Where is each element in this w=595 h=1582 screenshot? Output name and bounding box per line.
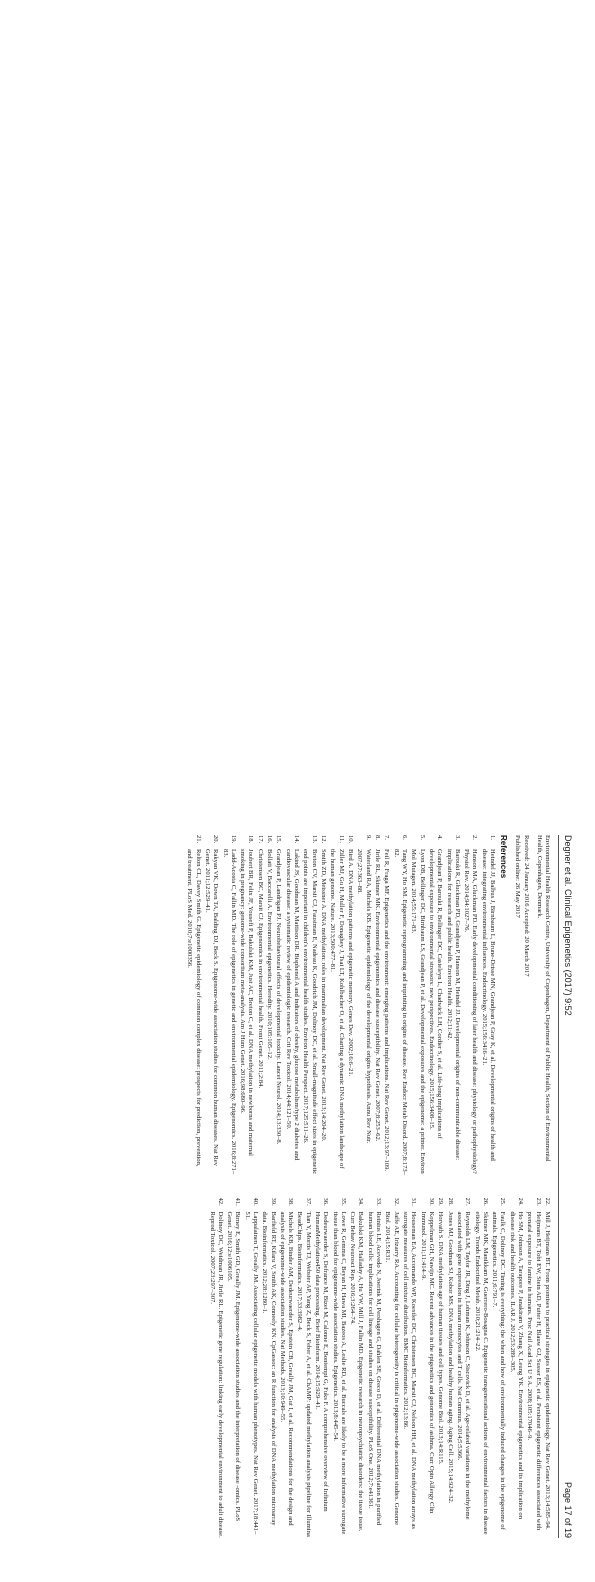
reference-text: Jaffe AE, Irizarry RA. Accounting for cellular heterogeneity is critical in epigenome-wide association studies. Genome Biol. 2014;15:R31. xyxy=(384,1211,400,1526)
reference-text: Grandjean P, Barouki R, Bellinger DC, Casteleyn L, Chadwick LH, Cordier S, et al. Life-long implications of developmental exposure to environmental stressors: new perspectives. Endocrinology. 2015;156:3408–15. xyxy=(428,849,444,1139)
reference-text: Rakyan VK, Down TA, Balding DJ, Beck S. Epigenome-wide association studies for common human diseases. Nat Rev Genet. 2011;12:529–41. xyxy=(203,849,220,1166)
reference-number: 25. xyxy=(499,1197,507,1206)
reference-number: 21. xyxy=(194,835,202,844)
reference-entry xyxy=(472,1198,488,1539)
reference-number: 11. xyxy=(337,835,345,843)
left-reference-list xyxy=(185,835,496,1176)
reference-text: Tang WY, Ho SM. Epigenetic reprogramming and imprinting in origins of disease. Rev Endocr Metab Disord. 2007;8:173–82. xyxy=(392,849,409,1175)
reference-entry xyxy=(373,835,381,1176)
reference-entry xyxy=(260,1198,276,1539)
reference-text: Smith ZD, Meissner A. DNA methylation: roles in mammalian development. Nat Rev Genet. 2013;14:204–20. xyxy=(320,849,328,1142)
reference-entry xyxy=(490,1198,506,1539)
header-page-number: Page 17 of 19 xyxy=(563,1481,573,1538)
reference-number: 1. xyxy=(488,835,496,840)
reference-number: 10. xyxy=(347,835,355,844)
reference-number: 5. xyxy=(418,835,426,840)
right-reference-list xyxy=(207,1198,551,1539)
reference-text: Mill J, Heijmans BT. From promises to practical strategies in epigenetic epidemiology. Nat Rev Genet. 2013;14:585–94. xyxy=(544,1211,551,1530)
reference-number: 20. xyxy=(212,835,220,844)
reference-text: Barfield RT, Kilaru V, Smith AK, Conneely KN. CpGassoc: an R function for analysis of DNA methylation microarray data. Bioinformatics. 2012;28:1280–1. xyxy=(261,1211,277,1526)
reference-number: 26. xyxy=(481,1197,489,1206)
reference-text: Lyon DB, Bellinger DC, Birnbaum LS, Grandjean P, et al. Developmental exposures and the epigenome: a primer. Environ Mol Mutagen. 2014;55:171–83. xyxy=(410,849,426,1174)
reference-number: 30. xyxy=(427,1197,435,1206)
reference-number: 6. xyxy=(401,835,409,840)
reference-entry xyxy=(480,835,496,1176)
reference-text: Michels KB, Binder AM, Dedeurwaerder S, Epstein CB, Greally JM, Gut I, et al. Recommendations for the design and analysis of epigenome-wide association studies. Nat Methods. 2013;10:949–55. xyxy=(278,1211,295,1526)
reference-entry xyxy=(256,835,264,1176)
reference-number: 36. xyxy=(322,1197,330,1206)
reference-text: Reynolds LM, Taylor JR, Ding J, Lohman K, Johnson C, Siscovick D, et al. Age-related variations in the methylome associated with gene expression in human monocytes and T cells. Nat Commun. 2014;5:5366. xyxy=(456,1211,472,1520)
reference-entry xyxy=(319,835,327,1176)
reference-entry xyxy=(383,1198,399,1539)
reference-text: Bakulski KM, Halladay A, Hu VW, Mill J, Fallin MD. Epigenetic research in neuropsychiatric disorders: the tissue issue. Curr Behav Neurosci Rep. 2016;3:264–74. xyxy=(349,1211,365,1532)
running-header xyxy=(558,835,573,1538)
reference-text: Waterland RA, Michels KB. Epigenetic epidemiology of the developmental origins hypothesis. Annu Rev Nutr. 2007;27:363–88. xyxy=(356,849,372,1144)
reference-entry xyxy=(355,835,371,1176)
reference-entry xyxy=(220,835,236,1176)
reference-text: Faulk C, Dolinoy DC. Timing is everything: the when and how of environmentally induced changes in the epigenome of animals. Epigenetics. 2011;6:791–7. xyxy=(491,1211,507,1530)
reference-number: 40. xyxy=(251,1197,259,1206)
reference-entry xyxy=(525,1198,541,1539)
reference-number: 35. xyxy=(339,1197,347,1206)
reference-text: Breton CV, Marsit CJ, Faustman E, Nadeau K, Goodrich JM, Dolinoy DC, et al. Small-magnitude effect sizes in epigenetic end points are important in children's environmental health studies. Environ Health Perspect. 2017;125:511–26. xyxy=(302,849,318,1175)
reference-entry xyxy=(382,835,390,1176)
reference-number: 28. xyxy=(446,1197,454,1206)
left-column xyxy=(36,835,551,1176)
reference-number: 39. xyxy=(269,1197,277,1206)
reference-number: 34. xyxy=(357,1197,365,1206)
reference-entry xyxy=(243,1198,259,1539)
reference-number: 37. xyxy=(304,1197,312,1206)
reference-entry xyxy=(295,1198,311,1539)
reference-text: Heijmans BT, Tobi EW, Stein AD, Putter H, Blauw GJ, Susser ES, et al. Persistent epigenetic differences associated with prenatal exposure to famine in humans. Proc Natl Acad Sci U S A. 2008;105:17046–9. xyxy=(526,1211,542,1531)
reference-number: 3. xyxy=(453,835,461,840)
reference-entry xyxy=(418,1198,434,1539)
reference-text: Feil R, Fraga MF. Epigenetics and the environment: emerging patterns and implications. Nat Rev Genet. 2012;13:97–109. xyxy=(383,849,391,1172)
reference-entry xyxy=(301,835,317,1176)
references-heading: References xyxy=(499,835,509,879)
reference-number: 27. xyxy=(464,1197,472,1206)
reference-entry xyxy=(427,835,443,1176)
reference-text: Skinner MK, Manikkam M, Guerrero-Bosagna C. Epigenetic transgenerational actions of environmental factors in disease etiology. Trends Endocrinol Metab. 2010;21:214–22. xyxy=(473,1211,489,1535)
reference-text: Koppelman GH, Nawijn MC. Recent advances in the epigenetics and genomics of asthma. Curr Opin Allergy Clin Immunol. 2011;11:414–9. xyxy=(419,1211,435,1514)
reference-entry xyxy=(455,1198,471,1539)
right-column xyxy=(36,1198,551,1539)
reference-entry xyxy=(543,1198,551,1539)
reference-entry xyxy=(508,1198,524,1539)
reference-text: Jones MJ, Goodman SJ, Kobor MS. DNA methylation and healthy human aging. Aging Cell. 2015;14:924–32. xyxy=(446,1211,454,1504)
reference-entry xyxy=(225,1198,241,1539)
reference-number: 29. xyxy=(437,1197,445,1206)
reference-number: 14. xyxy=(293,835,301,844)
reference-number: 16. xyxy=(266,835,274,844)
reference-entry xyxy=(185,835,201,1176)
received-accepted: Received: 24 January 2016 Accepted: 20 March 2017 xyxy=(522,835,530,977)
published-online: Published online: 26 May 2017 xyxy=(514,835,522,918)
reference-entry xyxy=(436,1198,444,1539)
reference-number: 41. xyxy=(234,1197,242,1206)
reference-number: 9. xyxy=(364,835,372,840)
reference-entry xyxy=(409,835,425,1176)
reference-entry xyxy=(462,835,478,1176)
reference-text: Birney E, Smith GD, Greally JM. Epigenome-wide association studies and the interpretation of disease -omics. PLoS Genet. 2016;12:e1006105. xyxy=(226,1211,242,1522)
reference-number: 15. xyxy=(275,835,283,844)
reference-entry xyxy=(238,835,254,1176)
reference-number: 22. xyxy=(544,1197,551,1206)
reference-entry xyxy=(313,1198,329,1539)
reference-text: Grandjean P, Landrigan PJ. Neurobehavioural effects of developmental toxicity. Lancet Neurol. 2014;13:330–8. xyxy=(275,849,283,1145)
reference-text: Ladd-Acosta C, Fallin MD. The role of epigenetics in genetic and environmental epidemiology. Epigenomics. 2016;8:271–83. xyxy=(221,849,237,1175)
reference-entry xyxy=(328,835,344,1176)
reference-number: 18. xyxy=(247,835,255,844)
reference-text: Dolinoy DC, Weidman JR, Jirtle RL. Epigenetic gene regulation: linking early developmental environment to adult disease. Reprod Toxicol. 2007;23:297–307. xyxy=(208,1211,224,1538)
reference-number: 42. xyxy=(216,1197,224,1206)
reference-text: Heindel JJ, Balbus J, Birnbaum L, Brune-Drisse MN, Grandjean P, Gray K, et al. Developmental origins of health and disease: integrating environmental influences. Endocrinology. 2015;156:3416–21. xyxy=(480,849,496,1161)
reference-text: Christensen BC, Marsit CJ. Epigenomics in environmental health. Front Genet. 2011;2:84. xyxy=(256,849,264,1089)
reference-entry xyxy=(265,835,273,1176)
reference-text: Lakind JS, Goodman M, Mattison DR. Bisphenol A and indicators of obesity, glucose metabolism/type 2 diabetes and cardiovascular disease: a systematic review of epidemiologic research. Crit Rev Toxicol. 2014;44:121–50. xyxy=(284,849,301,1161)
reference-text: Lowe R, Gemma C, Beyan H, Hawa MI, Bazeos A, Leslie RD, et al. Buccals are likely to be a more informative surrogate tissue than blood for epigenome-wide association studies. Epigenetics. 2013;8:445–54. xyxy=(331,1211,347,1535)
reference-entry xyxy=(207,1198,223,1539)
reference-entry xyxy=(346,835,354,1176)
reference-number: 7. xyxy=(383,835,391,840)
reference-text: Relton CL, Davey Smith G. Epigenetic epidemiology of common complex disease: prospects for prediction, prevention, and treatment. PLoS Med. 2010;7:e1000356. xyxy=(186,849,202,1167)
header-citation: Degner et al. Clinical Epigenetics (2017) 9:52 xyxy=(563,835,573,1016)
page-content xyxy=(0,791,595,1582)
reference-number: 2. xyxy=(471,835,479,840)
reference-number: 13. xyxy=(310,835,318,844)
reference-text: Barouki R, Gluckman PD, Grandjean P, Hanson M, Heindel JJ. Developmental origins of non-communicable disease: implications for research and public health. Environ Health. 2012;11:42. xyxy=(445,849,461,1161)
reference-text: Dedeurwaerder S, Defrance M, Bizet M, Calonne E, Bontempi G, Fuks F. A comprehensive overview of Infinium HumanMethylation450 data processing. Brief Bioinform. 2014;15:929–41. xyxy=(314,1211,330,1512)
reference-number: 33. xyxy=(375,1197,383,1206)
document-page xyxy=(0,791,595,1582)
reference-entry xyxy=(284,835,300,1176)
reference-text: Reinius LE, Acevedo N, Joerink M, Pershagen G, Dahlen SE, Greco D, et al. Differential DNA methylation in purified human blood cells: implications for cell lineage and studies on disease susceptibility. PLoS One. 2012;7:e41361. xyxy=(366,1211,383,1526)
reference-entry xyxy=(392,835,408,1176)
reference-number: 31. xyxy=(410,1197,418,1206)
reference-number: 38. xyxy=(287,1197,295,1206)
reference-number: 17. xyxy=(256,835,264,844)
reference-entry xyxy=(445,1198,453,1539)
reference-text: Jirtle RL, Skinner MK. Environmental epigenomics and disease susceptibility. Nat Rev Genet. 2007;8:253–62. xyxy=(374,849,382,1142)
reference-number: 23. xyxy=(534,1197,542,1206)
two-column-body xyxy=(36,835,551,1538)
article-dates xyxy=(513,835,529,1176)
affiliation: Environmental Health Research Centre, University of Copenhagen, Department of Public Health, Section of Environmental Health, Copenhagen, Denmark. xyxy=(535,835,551,1162)
reference-number: 12. xyxy=(320,835,328,844)
reference-text: Houseman EA, Accomando WP, Koestler DC, Christensen BC, Marsit CJ, Nelson HH, et al. DNA methylation arrays as surrogate measures of cell mixture distribution. BMC Bioinformatics. 2012;13:86. xyxy=(402,1211,418,1529)
reference-number: 8. xyxy=(374,835,382,840)
reference-text: Bird A. DNA methylation patterns and epigenetic memory. Genes Dev. 2002;16:6–21. xyxy=(347,849,355,1077)
reference-text: Hanson MA, Gluckman PD. Early developmental conditioning of later health and disease: physiology or pathophysiology? Physiol Rev. 2014;94:1027–76. xyxy=(463,849,479,1174)
reference-text: Ho SM, Johnson A, Tarapore P, Janakiram V, Zhang X, Leung YK. Environmental epigenetics and its implication on disease risk and health outcomes. ILAR J. 2012;53:289–305. xyxy=(508,1211,525,1520)
reference-entry xyxy=(401,1198,417,1539)
reference-entry xyxy=(278,1198,294,1539)
reference-number: 19. xyxy=(229,835,237,844)
reference-number: 4. xyxy=(436,835,444,840)
reference-entry xyxy=(348,1198,364,1539)
reference-entry xyxy=(444,835,460,1176)
reference-text: Bollati V, Baccarelli A. Environmental epigenetics. Heredity. 2010;105:105–12. xyxy=(266,849,274,1060)
reference-number: 24. xyxy=(517,1197,525,1206)
reference-text: Lappalainen T, Greally JM. Associating cellular epigenetic models with human phenotypes. Nat Rev Genet. 2017;18:441–51. xyxy=(243,1211,259,1535)
reference-text: Joubert BR, Felix JF, Yousefi P, Bakulski KM, Just AC, Breton C, et al. DNA methylation in newborns and maternal smoking in pregnancy: genome-wide consortium meta-analysis. Am J Hum Genet. 2016;98:680–96. xyxy=(239,849,255,1156)
reference-entry xyxy=(274,835,282,1176)
reference-entry xyxy=(330,1198,346,1539)
reference-text: Tian Y, Morris TJ, Webster AP, Yang Z, Beck S, Feber A, et al. ChAMP: updated methylation analysis pipeline for Illumina BeadChips. Bioinformatics. 2017;33:3982–4. xyxy=(296,1211,312,1537)
reference-entry xyxy=(203,835,219,1176)
reference-entry xyxy=(366,1198,382,1539)
reference-number: 32. xyxy=(392,1197,400,1206)
reference-text: Ziller MJ, Gu H, Muller F, Donaghey J, Tsai LT, Kohlbacher O, et al. Charting a dynamic DNA methylation landscape of the human genome. Nature. 2013;500:477–81. xyxy=(329,849,345,1169)
reference-text: Horvath S. DNA methylation age of human tissues and cell types. Genome Biol. 2013;14:R115. xyxy=(437,1211,445,1465)
